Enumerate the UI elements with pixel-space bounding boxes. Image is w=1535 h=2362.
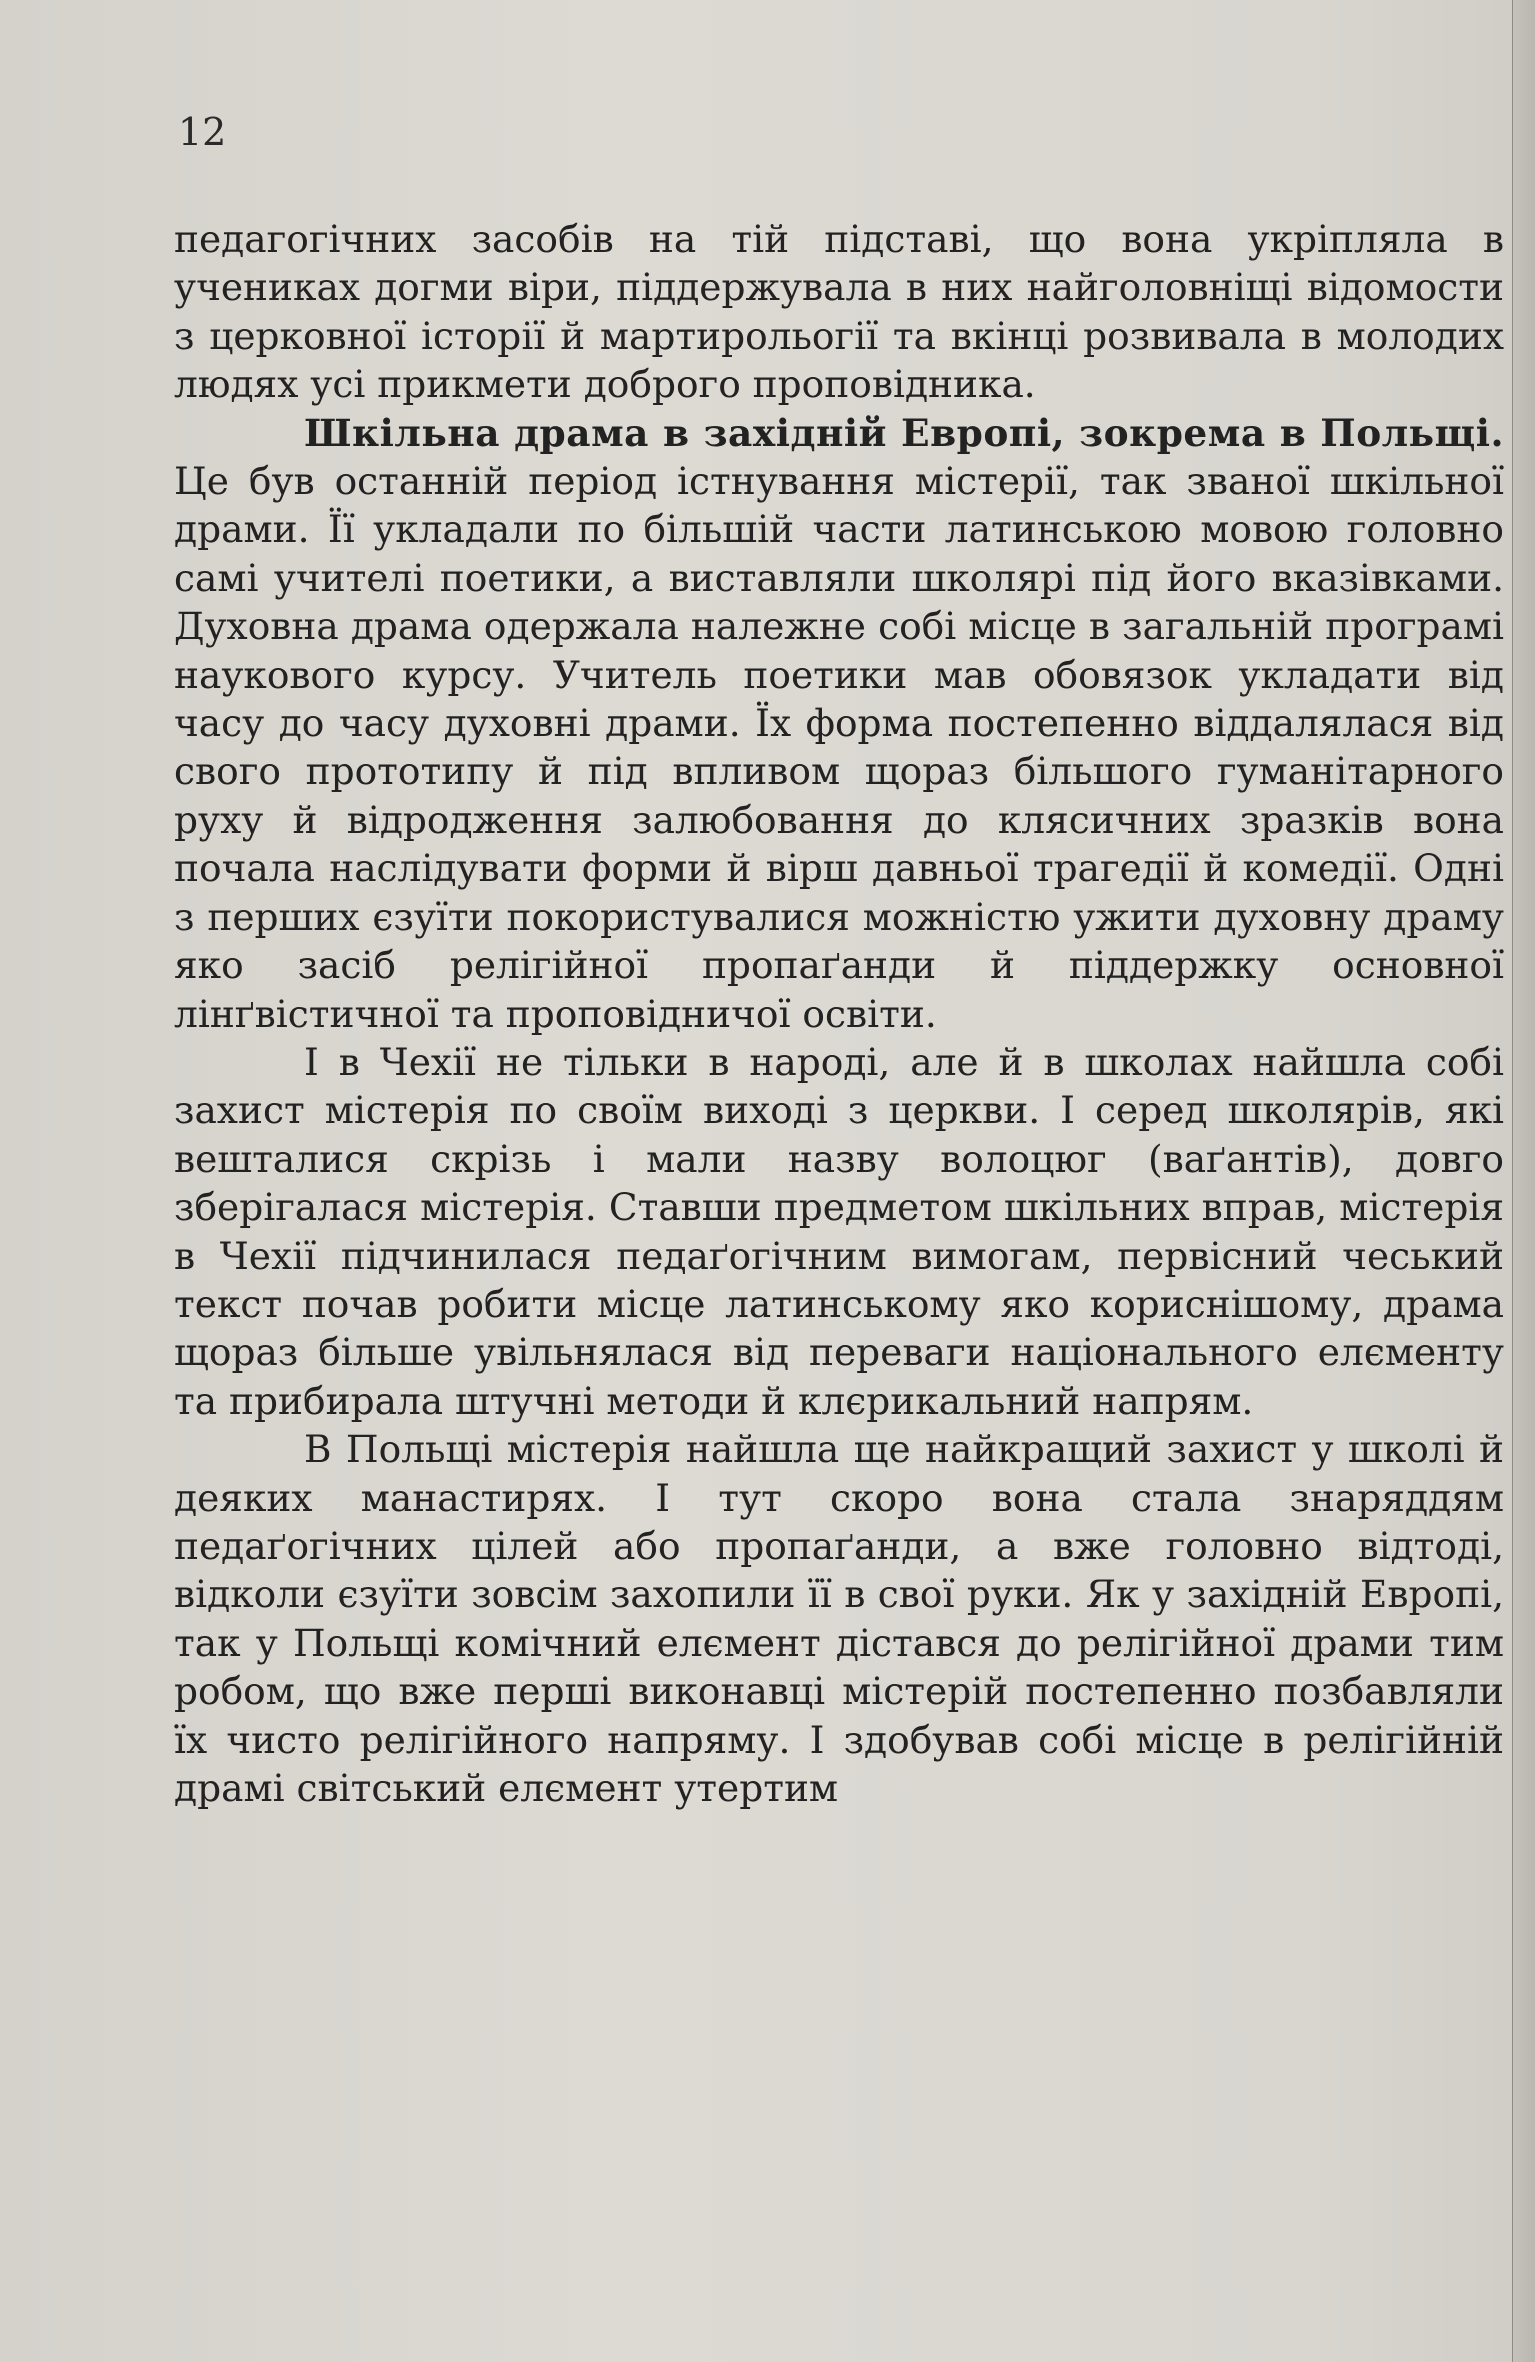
paragraph-2	[174, 409, 1504, 1038]
page-number: 12	[178, 110, 227, 154]
paragraph-2-text: Це був останній період істнування містерії, так званої шкільної драми. Її укладали по більшій части латинською мовою головно самі учителі поетики, а виставляли школярі під його вказівками. Духовна драма одержала належне собі місце в загальній програмі наукового курсу. Учитель поетики мав обовязок укладати від часу до часу духовні драми. Їх форма постепенно віддалялася від свого прототипу й під впливом щораз більшого гуманітарного руху й відродження залюбовання до клясичних зразків вона почала наслідувати форми й вірш давньої трагедії й комедії. Одні з перших єзуїти покористувалися можністю ужити духовну драму яко засіб релігійної пропаґанди й піддержку основної лінґвістичної та проповідничої освіти.	[174, 459, 1504, 1036]
paragraph-4: В Польщі містерія найшла ще найкращий захист у школі й деяких манастирях. І тут скоро вона стала знаряддям педаґогічних цілей або пропаґанди, а вже головно відтоді, відколи єзуїти зовсім захопили її в свої руки. Як у західній Европі, так у Польщі комічний елємент дістався до релігійної драми тим робом, що вже перші виконавці містерій постепенно позбавляли їх чисто релігійного напряму. І здобував собі місце в релігійній драмі світський елємент утертим	[174, 1427, 1504, 1810]
section-heading: Шкільна драма в західній Европі, зокрема в Польщі.	[304, 410, 1504, 455]
page-edge	[1512, 0, 1535, 2362]
paragraph-1: педагогічних засобів на тій підставі, що вона укріпляла в учениках догми віри, піддержувала в них найголовніщі відомости з церковної історії й мартирольогії та вкінці розвивала в молодих людях усі прикмети доброго проповідника.	[174, 217, 1504, 407]
body-text	[174, 215, 1504, 1812]
paragraph-3: І в Чехії не тільки в народі, але й в школах найшла собі захист містерія по своїм виході з церкви. І серед школярів, які вешталися скрізь і мали назву волоцюг (ваґантів), довго зберігалася містерія. Ставши предметом шкільних вправ, містерія в Чехії підчинилася педаґогічним вимогам, первісний чеський текст почав робити місце латинському яко кориснішому, драма щораз більше увільнялася від переваги національного елєменту та прибирала штучні методи й клєрикальний напрям.	[174, 1039, 1504, 1423]
